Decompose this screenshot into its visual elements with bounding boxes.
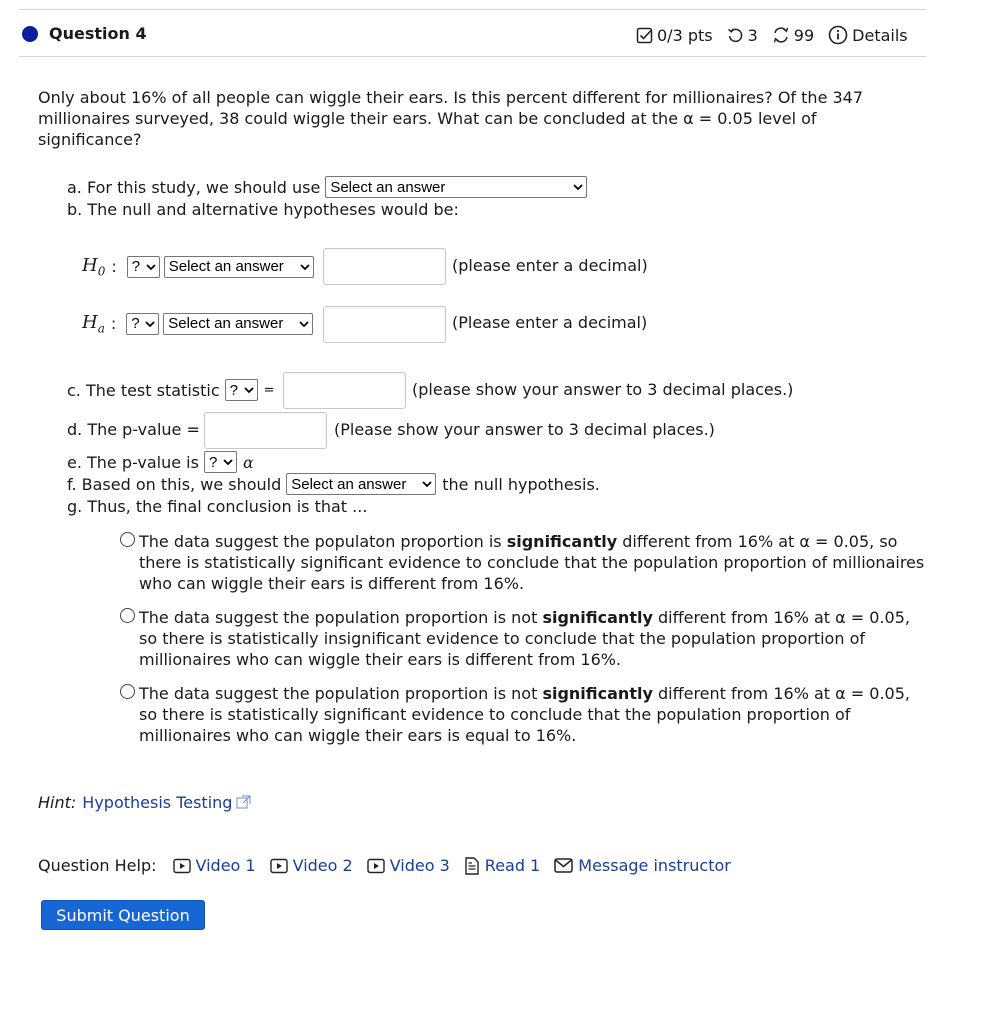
p-value-input[interactable]: [204, 412, 327, 449]
attempts-icon: [772, 26, 790, 44]
hint-row: [38, 793, 251, 812]
ha-parameter-select[interactable]: [126, 313, 159, 335]
part-c-label: c. The test statistic: [67, 380, 220, 400]
ha-hint: (Please enter a decimal): [452, 313, 648, 332]
mail-icon: [554, 858, 573, 873]
study-type-select[interactable]: [325, 176, 587, 198]
video-1-link[interactable]: [173, 856, 256, 875]
video-icon: [270, 858, 288, 874]
test-statistic-select-value: ?: [229, 381, 238, 399]
part-d-hint: (Please show your answer to 3 decimal places.): [334, 420, 715, 439]
h0-relation-value: Select an answer: [168, 258, 284, 276]
attempts-group: [772, 26, 814, 45]
question-title: Question 4: [49, 24, 147, 43]
checkbox-icon: [636, 27, 653, 44]
part-d-label: d. The p-value =: [67, 420, 200, 439]
option-2-text-b: different from 16% at α = 0.05, so there is statistically insignificant evidence to conclude that the population proportion of millionaires who can wiggle their ears is different from 16%.: [139, 608, 910, 669]
chevron-down-icon: [145, 319, 155, 329]
option-2-text-a: The data suggest the population proportion is not: [139, 608, 543, 627]
option-1-text-b: different from 16% at α = 0.05, so there is statistically significant evidence to conclude that the population proportion of millionaires who can wiggle their ears is different from 16%.: [139, 532, 925, 593]
h0-letter: H: [82, 255, 98, 276]
test-statistic-input[interactable]: [283, 372, 406, 409]
option-2-bold: significantly: [542, 608, 653, 627]
option-1-text-a: The data suggest the populaton proportion is: [139, 532, 507, 551]
video-3-label: Video 3: [389, 856, 450, 875]
video-2-label: Video 2: [292, 856, 353, 875]
video-1-label: Video 1: [195, 856, 256, 875]
retry-icon: [727, 27, 744, 44]
ha-subscript: a: [97, 321, 105, 336]
part-f: [67, 473, 600, 495]
h0-subscript: 0: [97, 264, 106, 279]
p-value-compare-value: ?: [208, 453, 218, 471]
decision-select[interactable]: [286, 473, 436, 495]
top-divider: [19, 9, 926, 10]
part-f-suffix: the null hypothesis.: [442, 474, 600, 494]
part-e: [67, 451, 254, 473]
video-2-link[interactable]: [270, 856, 353, 875]
points-text: 0/3 pts: [657, 25, 713, 45]
conclusion-option-1[interactable]: [139, 531, 929, 594]
ha-colon: :: [110, 314, 117, 334]
chevron-down-icon: [573, 182, 583, 192]
message-instructor-link[interactable]: [554, 856, 731, 875]
chevron-down-icon: [422, 479, 432, 489]
alpha-symbol: α: [242, 452, 254, 472]
details-group[interactable]: [828, 25, 907, 45]
question-text: Only about 16% of all people can wiggle their ears. Is this percent different for millionaires? Of the 347 millionaires surveyed, 38 could wiggle their ears. What can be concluded at the α = 0.05 level of significance?: [38, 88, 864, 149]
h0-row: [82, 255, 314, 279]
part-b: b. The null and alternative hypotheses would be:: [67, 200, 459, 219]
ha-letter: H: [82, 312, 98, 333]
chevron-down-icon: [300, 262, 310, 272]
part-e-label: e. The p-value is: [67, 452, 199, 472]
chevron-down-icon: [146, 262, 156, 272]
h0-parameter-select[interactable]: [127, 256, 160, 278]
h0-parameter-value: ?: [131, 258, 141, 276]
option-1-bold: significantly: [506, 532, 618, 551]
h0-colon: :: [111, 257, 117, 277]
header-divider: [19, 56, 926, 57]
h0-hint: (please enter a decimal): [452, 256, 648, 275]
info-icon: [828, 25, 848, 45]
h0-symbol: [82, 255, 105, 279]
ha-value-input[interactable]: [323, 306, 446, 343]
ha-parameter-value: ?: [131, 315, 140, 333]
chevron-down-icon: [244, 385, 254, 395]
part-c: [67, 379, 275, 401]
conclusion-option-3[interactable]: [139, 683, 929, 746]
conclusion-radio-3[interactable]: [120, 684, 135, 699]
question-meta: [636, 25, 916, 45]
chevron-down-icon: [299, 319, 309, 329]
read-1-link[interactable]: [464, 856, 540, 875]
option-3-text-a: The data suggest the population proportion is not: [139, 684, 543, 703]
details-link[interactable]: Details: [852, 25, 908, 45]
ha-relation-value: Select an answer: [168, 315, 284, 333]
read-1-label: Read 1: [484, 856, 541, 875]
question-help: [38, 856, 745, 875]
h0-relation-select[interactable]: [164, 256, 314, 278]
conclusion-option-2[interactable]: [139, 607, 929, 670]
decision-select-value: Select an answer: [291, 475, 407, 493]
attempts-count: 99: [793, 25, 815, 45]
part-g: g. Thus, the final conclusion is that ...: [67, 497, 368, 516]
retries-group: [727, 26, 758, 45]
read-icon: [464, 857, 480, 875]
study-type-select-value: Select an answer: [330, 178, 446, 196]
points-group: [636, 26, 713, 45]
external-link-icon: [236, 795, 251, 810]
part-a: [67, 176, 587, 198]
hint-label: Hint:: [38, 793, 77, 812]
chevron-down-icon: [223, 457, 233, 467]
option-3-text-b: different from 16% at α = 0.05, so there is statistically significant evidence to conclude that the population proportion of millionaires who can wiggle their ears is equal to 16%.: [139, 684, 910, 745]
status-dot: [22, 26, 38, 42]
conclusion-radio-2[interactable]: [120, 608, 135, 623]
h0-value-input[interactable]: [323, 248, 446, 285]
test-statistic-select[interactable]: [225, 379, 258, 401]
question-help-label: Question Help:: [38, 856, 157, 875]
video-icon: [173, 858, 191, 874]
p-value-compare-select[interactable]: [204, 451, 237, 473]
part-a-label: a. For this study, we should use: [67, 177, 321, 197]
ha-symbol: [82, 312, 105, 336]
ha-relation-select[interactable]: [163, 313, 313, 335]
hint-link[interactable]: Hypothesis Testing: [82, 793, 233, 812]
ha-row: [82, 312, 313, 336]
submit-question-button[interactable]: Submit Question: [41, 900, 205, 930]
video-icon: [367, 858, 385, 874]
message-instructor-label: Message instructor: [578, 856, 731, 875]
part-f-label: f. Based on this, we should: [67, 474, 282, 494]
option-3-bold: significantly: [542, 684, 653, 703]
part-c-equals: =: [263, 382, 275, 398]
part-c-hint: (please show your answer to 3 decimal places.): [412, 380, 794, 399]
video-3-link[interactable]: [367, 856, 450, 875]
conclusion-radio-1[interactable]: [120, 532, 135, 547]
retries-count: 3: [747, 25, 758, 45]
